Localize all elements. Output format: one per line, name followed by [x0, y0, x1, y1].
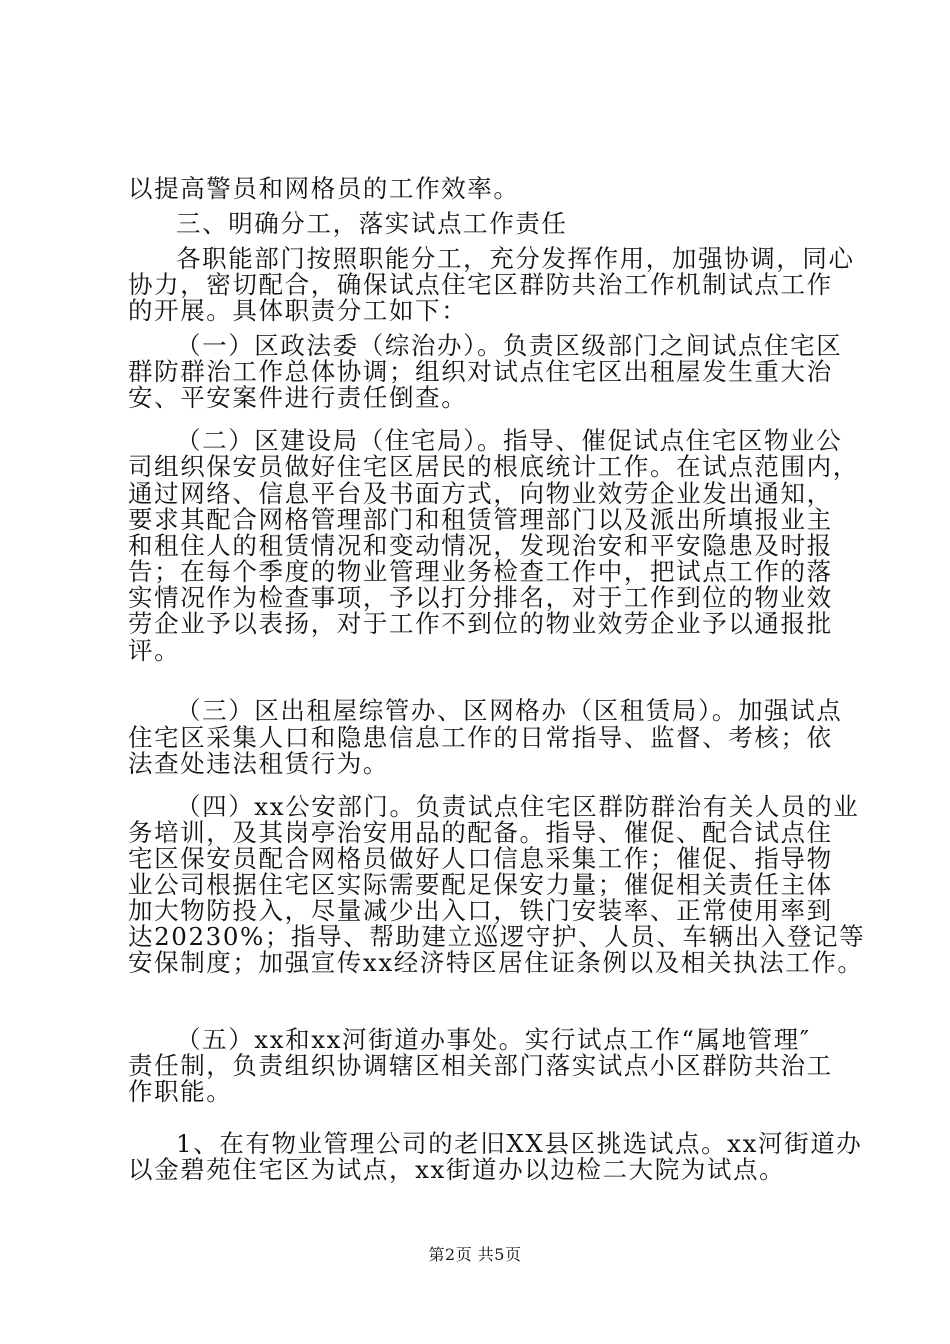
body-text-line: 1、在有物业管理公司的老旧XX县区挑选试点。xx河街道办	[176, 1129, 863, 1158]
page-footer: 第2页 共5页	[428, 1245, 522, 1264]
body-text-line: （三）区出租屋综管办、区网格办（区租赁局）。加强试点	[176, 696, 843, 725]
body-text-line: 的开展。具体职责分工如下：	[128, 296, 468, 325]
body-text-line: 安保制度；加强宣传xx经济特区居住证条例以及相关执法工作。	[128, 948, 864, 977]
body-text-line: （二）区建设局（住宅局）。指导、催促试点住宅区物业公	[176, 426, 843, 455]
body-text-line: 各职能部门按照职能分工，充分发挥作用，加强协调，同心	[176, 244, 855, 273]
body-text-line: 劳企业予以表扬，对于工作不到位的物业效劳企业予以通报批	[128, 609, 833, 638]
body-text-line: 宅区保安员配合网格员做好人口信息采集工作；催促、指导物	[128, 844, 833, 873]
body-text-line: 和租住人的租赁情况和变动情况，发现治安和平安隐患及时报	[128, 531, 833, 560]
body-text-line: 以金碧苑住宅区为试点，xx街道办以边检二大院为试点。	[128, 1155, 786, 1184]
body-text-line: 告；在每个季度的物业管理业务检查工作中，把试点工作的落	[128, 557, 833, 586]
body-text-line: 以提高警员和网格员的工作效率。	[128, 174, 520, 203]
body-text-line: 务培训，及其岗亭治安用品的配备。指导、催促、配合试点住	[128, 818, 833, 847]
body-text-line: 安、平安案件进行责任倒查。	[128, 383, 468, 412]
body-text-line: 业公司根据住宅区实际需要配足保安力量；催促相关责任主体	[128, 870, 833, 899]
body-text-line: 作职能。	[128, 1077, 233, 1106]
body-text-line: 司组织保安员做好住宅区居民的根底统计工作。在试点范围内，	[128, 452, 859, 481]
body-text-line: 通过网络、信息平台及书面方式，向物业效劳企业发出通知，	[128, 479, 833, 508]
body-text-line: 要求其配合网格管理部门和租赁管理部门以及派出所填报业主	[128, 505, 833, 534]
body-text-line: 协力，密切配合，确保试点住宅区群防共治工作机制试点工作	[128, 270, 833, 299]
body-text-line: （五）xx和xx河街道办事处。实行试点工作“属地管理″	[176, 1025, 811, 1054]
body-text-line: 住宅区采集人口和隐患信息工作的日常指导、监督、考核；依	[128, 723, 833, 752]
body-text-line: 达20230%；指导、帮助建立巡逻守护、人员、车辆出入登记等	[128, 922, 866, 951]
body-text-line: 加大物防投入，尽量减少出入口，铁门安装率、正常使用率到	[128, 896, 833, 925]
body-text-line: （四）xx公安部门。负责试点住宅区群防群治有关人员的业	[176, 792, 860, 821]
body-text-line: 法查处违法租赁行为。	[128, 749, 389, 778]
body-text-line: （一）区政法委（综治办）。负责区级部门之间试点住宅区	[176, 331, 843, 360]
body-text-line: 评。	[128, 636, 181, 665]
body-text-line: 实情况作为检查事项，予以打分排名，对于工作到位的物业效	[128, 583, 833, 612]
body-text-line: 责任制，负责组织协调辖区相关部门落实试点小区群防共治工	[128, 1051, 833, 1080]
section-heading: 三、明确分工，落实试点工作责任	[176, 209, 568, 238]
body-text-line: 群防群治工作总体协调；组织对试点住宅区出租屋发生重大治	[128, 357, 833, 386]
